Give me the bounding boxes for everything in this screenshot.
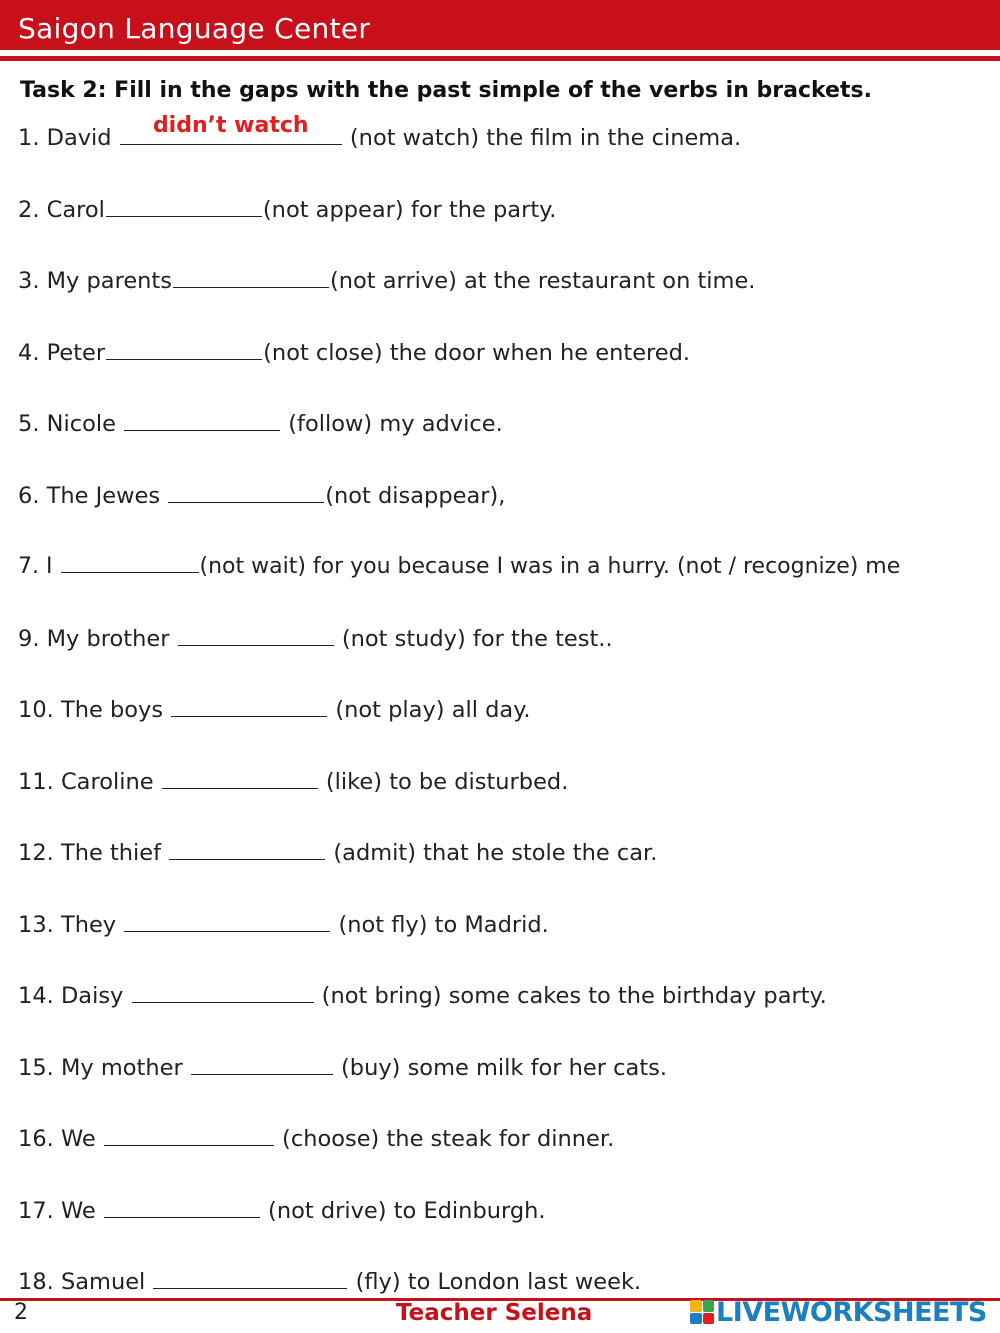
exercise-item — [18, 690, 530, 730]
item-prompt: (not appear) for the party. — [262, 197, 557, 223]
item-subject: Samuel — [60, 1269, 146, 1295]
item-number: 7. — [18, 554, 39, 579]
item-prompt: (not play) all day. — [335, 697, 531, 723]
item-number: 15. — [18, 1055, 54, 1081]
answer-blank[interactable] — [162, 766, 318, 789]
answer-blank[interactable] — [124, 909, 330, 932]
item-number: 14. — [18, 983, 54, 1009]
item-prompt: (not disappear), — [325, 483, 506, 509]
item-number: 2. — [18, 197, 40, 223]
teacher-name: Teacher Selena — [396, 1300, 593, 1326]
item-subject: Daisy — [60, 983, 124, 1009]
item-prompt: (not fly) to Madrid. — [338, 912, 549, 938]
item-number: 10. — [18, 697, 54, 723]
exercise-item — [18, 1191, 546, 1231]
item-number: 16. — [18, 1126, 54, 1152]
item-number: 12. — [18, 840, 54, 866]
answer-blank[interactable] — [191, 1052, 333, 1075]
exercise-item — [18, 905, 549, 945]
exercise-item — [18, 547, 900, 587]
item-number: 3. — [18, 268, 40, 294]
item-prompt: (not study) for the test.. — [341, 626, 613, 652]
item-prompt: (not wait) for you because I was in a hurry. (not / recognize) me — [199, 554, 901, 579]
item-subject: My mother — [60, 1055, 183, 1081]
exercise-item — [18, 976, 827, 1016]
exercise-item — [18, 762, 568, 802]
item-subject: Peter — [46, 340, 106, 366]
item-subject: We — [60, 1198, 96, 1224]
exercise-item — [18, 404, 503, 444]
task-title: Task 2: Fill in the gaps with the past simple of the verbs in brackets. — [20, 78, 872, 103]
item-number: 13. — [18, 912, 54, 938]
item-subject: We — [60, 1126, 96, 1152]
item-prompt: (like) to be disturbed. — [325, 769, 569, 795]
answer-blank[interactable] — [173, 265, 329, 288]
answer-blank[interactable] — [104, 1123, 274, 1146]
liveworksheets-logo — [690, 1296, 987, 1328]
answer-text: didn’t watch — [152, 113, 309, 138]
exercise-item — [18, 1048, 667, 1088]
exercise-item — [18, 833, 657, 873]
answer-blank[interactable] — [171, 694, 327, 717]
exercise-item — [18, 619, 613, 659]
item-number: 6. — [18, 483, 40, 509]
answer-blank[interactable] — [104, 1195, 260, 1218]
answer-blank[interactable] — [168, 480, 324, 503]
item-prompt: (not watch) the film in the cinema. — [349, 125, 742, 151]
answer-blank[interactable] — [169, 837, 325, 860]
item-subject: The thief — [60, 840, 162, 866]
item-prompt: (not drive) to Edinburgh. — [268, 1198, 546, 1224]
exercise-item — [18, 333, 690, 373]
item-subject: The Jewes — [46, 483, 161, 509]
answer-blank[interactable] — [120, 113, 342, 145]
header-bar — [0, 0, 1000, 50]
answer-blank[interactable] — [106, 194, 262, 217]
exercise-item — [18, 1119, 614, 1159]
exercise-item — [18, 1262, 641, 1302]
item-subject: Carol — [46, 197, 105, 223]
item-subject: I — [46, 554, 53, 579]
answer-blank[interactable] — [153, 1266, 347, 1289]
item-prompt: (not bring) some cakes to the birthday party. — [321, 983, 827, 1009]
liveworksheets-logo-text: LIVEWORKSHEETS — [716, 1296, 987, 1328]
item-subject: My brother — [46, 626, 170, 652]
item-number: 18. — [18, 1269, 54, 1295]
item-number: 1. — [18, 125, 40, 151]
exercise-item — [18, 113, 742, 158]
item-prompt: (follow) my advice. — [288, 411, 503, 437]
item-prompt: (buy) some milk for her cats. — [341, 1055, 668, 1081]
answer-blank[interactable] — [61, 550, 199, 573]
item-subject: They — [60, 912, 117, 938]
item-subject: My parents — [46, 268, 172, 294]
answer-blank[interactable] — [132, 980, 314, 1003]
exercise-item — [18, 190, 556, 230]
item-number: 5. — [18, 411, 40, 437]
item-subject: Nicole — [46, 411, 116, 437]
answer-blank[interactable] — [106, 337, 262, 360]
item-subject: Caroline — [60, 769, 154, 795]
item-prompt: (not arrive) at the restaurant on time. — [329, 268, 756, 294]
item-number: 17. — [18, 1198, 54, 1224]
item-prompt: (fly) to London last week. — [355, 1269, 642, 1295]
item-subject: David — [46, 125, 112, 151]
item-prompt: (admit) that he stole the car. — [333, 840, 658, 866]
page-number: 2 — [14, 1300, 28, 1325]
item-number: 4. — [18, 340, 40, 366]
header-title: Saigon Language Center — [18, 12, 371, 45]
item-prompt: (not close) the door when he entered. — [263, 340, 691, 366]
answer-blank[interactable] — [124, 408, 280, 431]
answer-blank[interactable] — [178, 623, 334, 646]
item-prompt: (choose) the steak for dinner. — [282, 1126, 615, 1152]
header-divider — [0, 56, 1000, 61]
exercise-item — [18, 476, 505, 516]
item-number: 9. — [18, 626, 40, 652]
item-subject: The boys — [60, 697, 164, 723]
exercise-item — [18, 261, 755, 301]
liveworksheets-logo-icon — [690, 1300, 714, 1324]
item-number: 11. — [18, 769, 54, 795]
